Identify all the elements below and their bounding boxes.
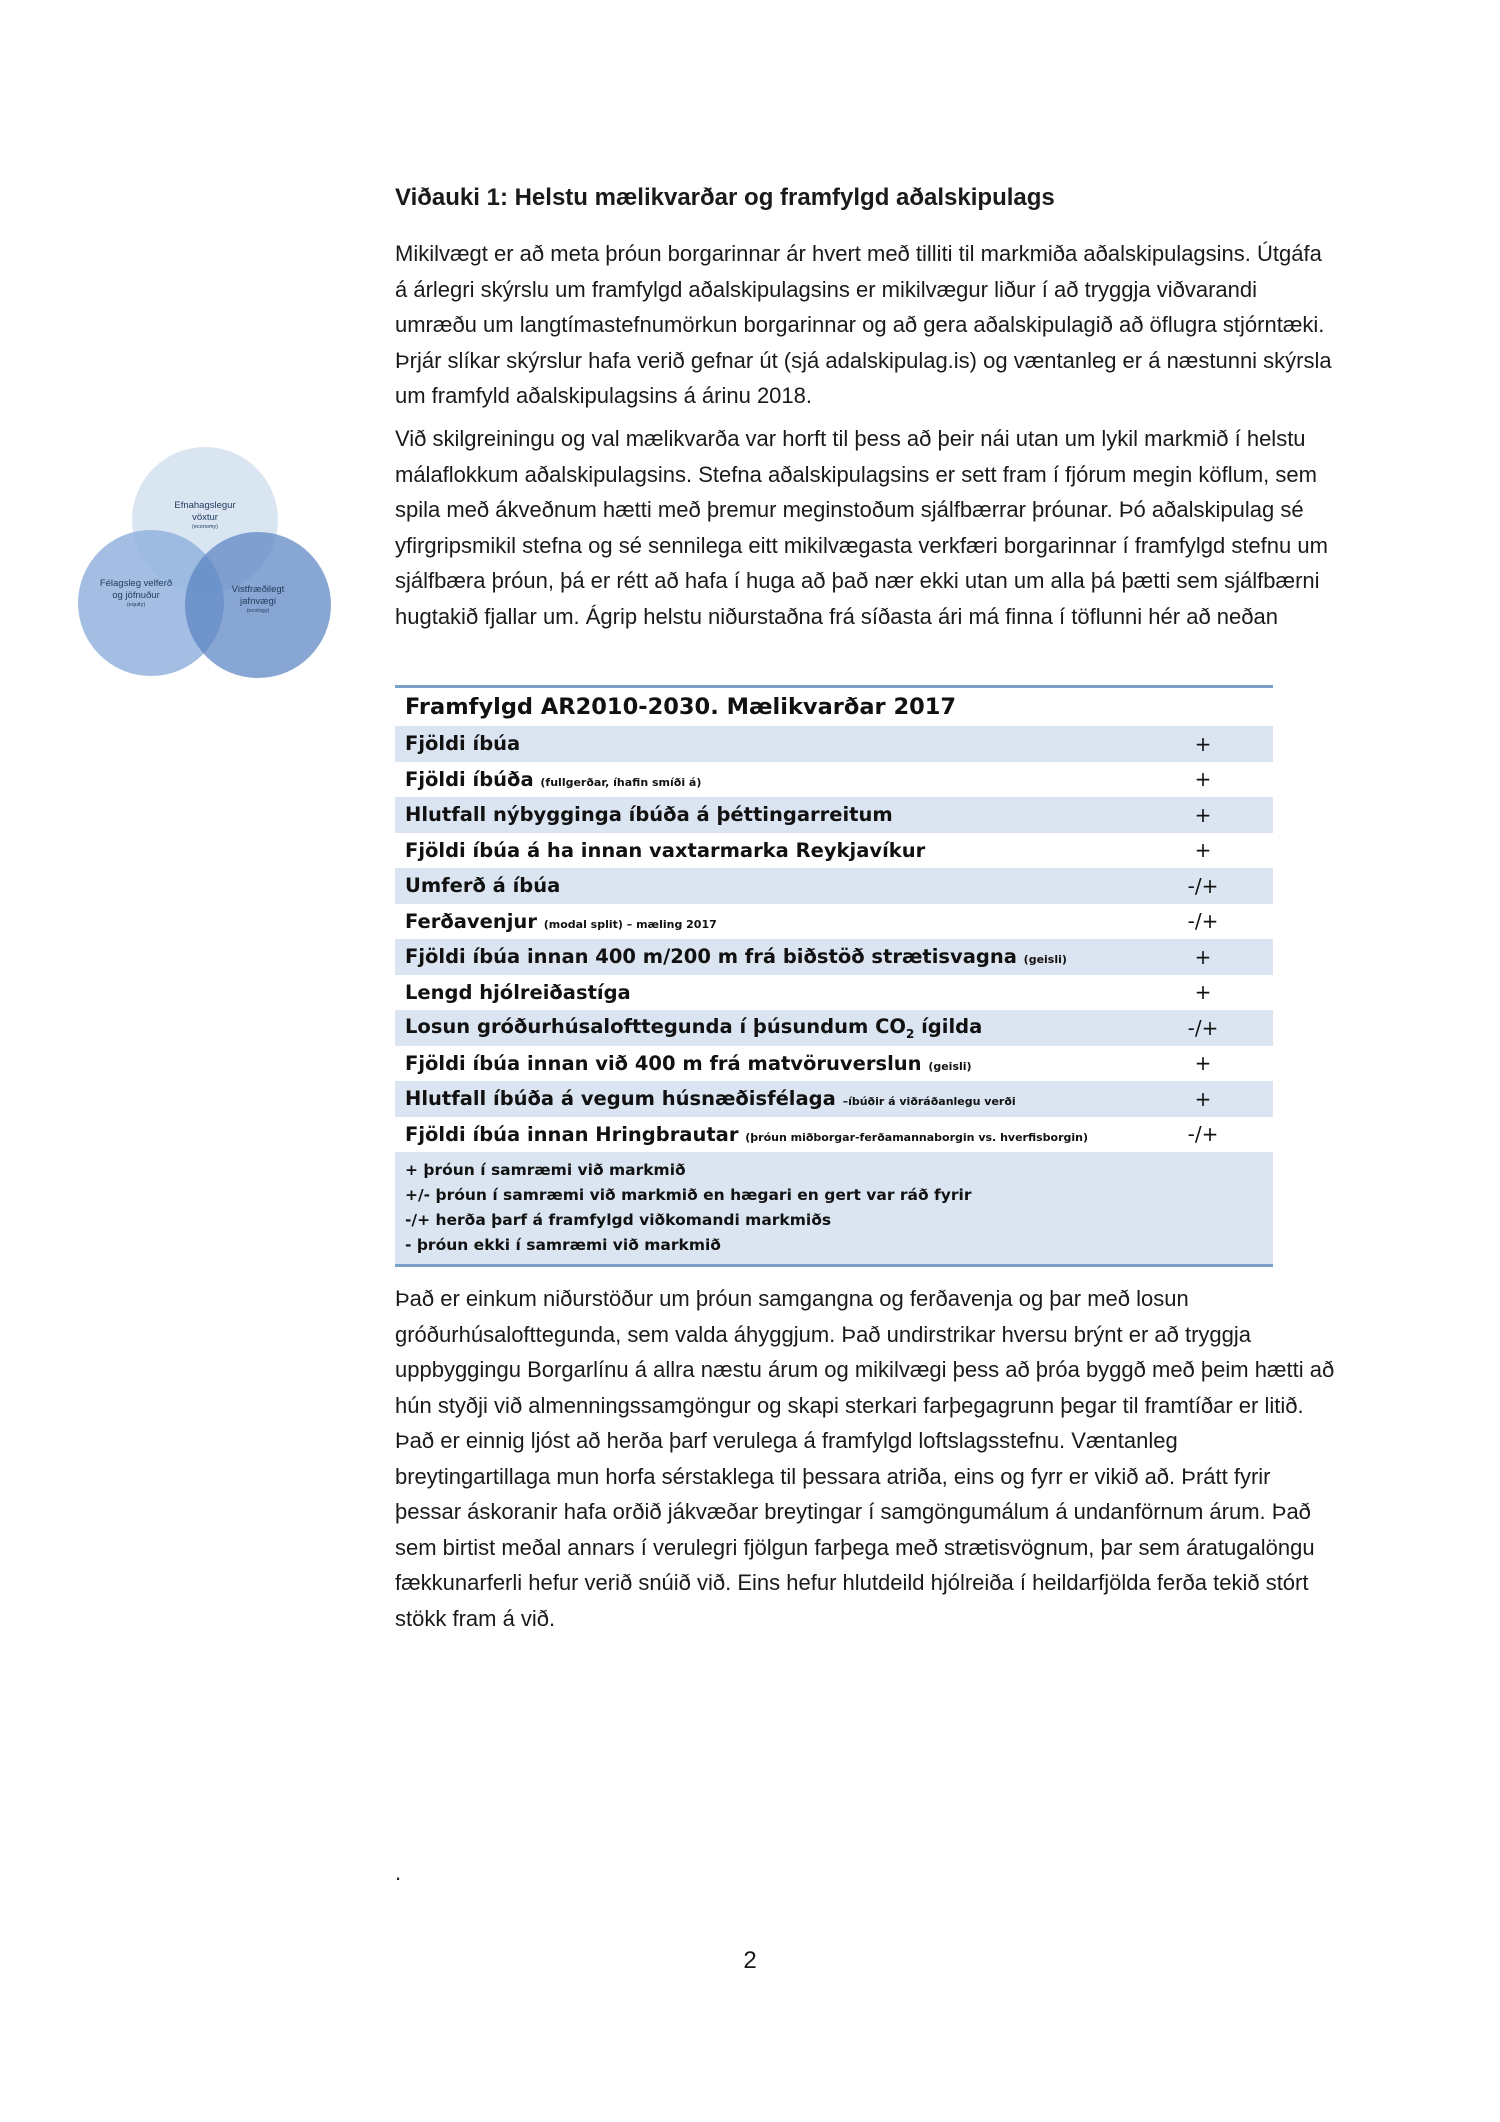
table-row (395, 762, 1273, 798)
table-title-row (395, 687, 1273, 727)
table-row (395, 1117, 1273, 1153)
venn-label-ecology-2: jafnvægi (240, 596, 276, 607)
row-label: Losun gróðurhúsalofttegunda í þúsundum $CO_2$ ígilda (395, 1010, 1133, 1046)
row-label: Fjöldi íbúa innan Hringbrautar (þróun miðborgar-ferðamannaborgin vs. hverfisborgin) (405, 1122, 1089, 1146)
row-value: -/+ (1133, 1010, 1273, 1046)
page-heading: Viðauki 1: Helstu mælikvarðar og framfylgd aðalskipulags (395, 184, 1055, 211)
row-note: (þróun miðborgar-ferðamannaborgin vs. hverfisborgin) (745, 1130, 1089, 1144)
table-title: Framfylgd AR2010-2030. Mælikvarðar 2017 (395, 687, 1273, 727)
row-value: + (1133, 726, 1273, 762)
row-value: -/+ (1187, 1122, 1219, 1147)
legend-item: + þróun í samræmi við markmið (405, 1161, 686, 1179)
row-label: Fjöldi íbúa á ha innan vaxtarmarka Reykjavíkur (405, 838, 926, 862)
table-row (395, 975, 1273, 1011)
row-label: Ferðavenjur (modal split) – mæling 2017 (405, 909, 717, 933)
row-note: (modal split) – mæling 2017 (543, 917, 717, 931)
row-value: + (1194, 980, 1212, 1005)
row-value: + (1133, 1081, 1273, 1117)
paragraph-conclusion: Það er einkum niðurstöður um þróun samgangna og ferðavenja og þar með losun gróðurhúsalofttegunda, sem valda áhyggjum. Það undirstrikar hversu brýnt er að tryggja uppbyggingu Borgarlínu á allra næstu árum og mikilvægi þess að þróa byggð með þeim hætti að hún styðji við almenningssamgöngur og skapi sterkari farþegagrunn þegar til framtíðar er litið. Það er einnig ljóst að herða þarf verulega á framfylgd loftslagsstefnu. Væntanleg breytingartillaga mun horfa sérstaklega til þessara atriða, eins og fyrr er vikið að. Þrátt fyrir þessar áskoranir hafa orðið jákvæðar breytingar í samgöngumálum á undanförnum árum. Það sem birtist meðal annars í verulegri fjölgun farþega með strætisvögnum, þar sem áratugalöngu fækkunarferli hefur verið snúið við. Eins hefur hlutdeild hjólreiða í heildarfjölda ferða tekið stórt stökk fram á við. (395, 1286, 1335, 1631)
legend-item: - þróun ekki í samræmi við markmið (405, 1236, 721, 1254)
row-label: Lengd hjólreiðastíga (405, 980, 631, 1004)
table-row (395, 1010, 1273, 1046)
table-row (395, 939, 1273, 975)
row-value: + (1133, 939, 1273, 975)
venn-sub-ecology: (ecology) (246, 608, 270, 614)
table-legend (395, 1152, 1273, 1266)
row-value: + (1194, 1051, 1212, 1076)
row-value: -/+ (1133, 868, 1273, 904)
row-label: Fjöldi íbúa (395, 726, 1133, 762)
row-label: Fjöldi íbúa innan 400 m/200 m frá biðstöð strætisvagna (geisli) (395, 939, 1133, 975)
row-value: + (1133, 797, 1273, 833)
venn-label-economy-2: vöxtur (192, 512, 218, 523)
page-number: 2 (743, 1947, 757, 1974)
venn-sub-economy: (economy) (192, 524, 218, 530)
row-note: (fullgerðar, íhafin smíði á) (540, 775, 702, 789)
row-label: Hlutfall íbúða á vegum húsnæðisfélaga –íbúðir á viðráðanlegu verði (395, 1081, 1133, 1117)
row-value: + (1194, 838, 1212, 863)
stray-dot: . (395, 1860, 402, 1885)
row-note: (geisli) (1023, 953, 1067, 967)
paragraph-intro: Mikilvægt er að meta þróun borgarinnar ár hvert með tilliti til markmiða aðalskipulagsins. Útgáfa á árlegri skýrslu um framfylgd aðalskipulagsins er mikilvægur liður í að tryggja viðvarandi umræðu um langtímastefnumörkun borgarinnar og að gera aðalskipulagið að öflugra stjórntæki. Þrjár slíkar skýrslur hafa verið gefnar út (sjá adalskipulag.is) og væntanleg er á næstunni skýrsla um framfyld aðalskipulagsins á árinu 2018. (395, 241, 1332, 408)
venn-label-equity-1: Félagsleg velferð (99, 578, 173, 589)
table-row (395, 868, 1273, 904)
table-legend-row (395, 1152, 1273, 1266)
sustainability-venn-diagram (58, 440, 348, 680)
row-label: Umferð á íbúa (395, 868, 1133, 904)
table-row (395, 1081, 1273, 1117)
table-row (395, 1046, 1273, 1082)
row-label: Fjöldi íbúa innan við 400 m frá matvöruverslun (geisli) (405, 1051, 972, 1075)
row-value: -/+ (1187, 909, 1219, 934)
venn-sub-equity: (equity) (126, 602, 146, 608)
table-row (395, 904, 1273, 940)
row-note: –íbúðir á viðráðanlegu verði (842, 1095, 1016, 1109)
table-row (395, 833, 1273, 869)
table-row (395, 726, 1273, 762)
venn-label-economy-1: Efnahagslegur (174, 500, 236, 511)
row-note: (geisli) (928, 1059, 972, 1073)
indicators-table-container (395, 685, 1273, 1267)
row-value: + (1194, 767, 1212, 792)
row-label: Hlutfall nýbygginga íbúða á þéttingarreitum (395, 797, 1133, 833)
legend-item: +/- þróun í samræmi við markmið en hægari en gert var ráð fyrir (405, 1186, 972, 1204)
paragraph-indicators: Við skilgreiningu og val mælikvarða var horft til þess að þeir nái utan um lykil markmið í helstu málaflokkum aðalskipulagsins. Stefna aðalskipulagsins er sett fram í fjórum megin köflum, sem spila með ákveðnum hætti með þremur meginstoðum sjálfbærrar þróunar. Þó aðalskipulag sé yfirgripsmikil stefna og sé sennilega eitt mikilvægasta verkfæri borgarinnar í framfylgd stefnu um sjálfbæra þróun, þá er rétt að hafa í huga að það nær ekki utan um alla þá þætti sem sjálfbærni hugtakið fjallar um. Ágrip helstu niðurstaðna frá síðasta ári má finna í töflunni hér að neðan (395, 426, 1328, 629)
table-row (395, 797, 1273, 833)
legend-item: -/+ herða þarf á framfylgd viðkomandi markmiðs (405, 1211, 832, 1229)
indicators-table (395, 685, 1273, 1267)
venn-label-equity-2: og jöfnuður (112, 590, 160, 601)
venn-label-ecology-1: Vistfræðilegt (231, 584, 285, 595)
row-label: Fjöldi íbúða (fullgerðar, íhafin smíði á) (405, 767, 702, 791)
